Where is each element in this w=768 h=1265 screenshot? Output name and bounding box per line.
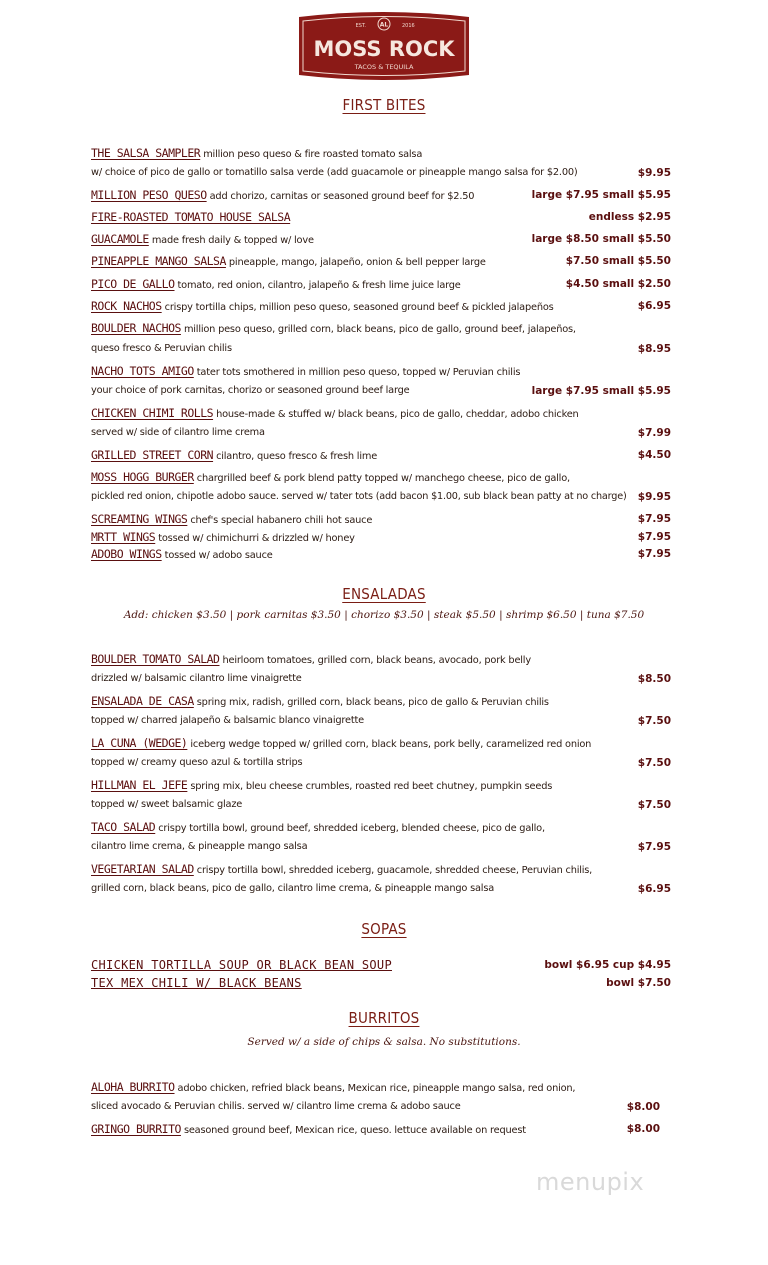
menu-item-description: chef's special habanero chili hot sauce — [190, 515, 373, 526]
menu-item-price: $4.50 small $2.50 — [565, 278, 671, 290]
menu-item-name: GUACAMOLE — [91, 232, 149, 246]
menu-item-line — [91, 546, 671, 562]
menu-item-line — [91, 693, 671, 709]
logo-year: 2016 — [402, 23, 415, 29]
menu-item-description: made fresh daily & topped w/ love — [151, 235, 314, 246]
menu-item-price: $7.95 — [637, 548, 671, 560]
menu-item-text-wrap — [91, 489, 627, 505]
menu-item-line — [91, 881, 671, 897]
menu-item-name: FIRE-ROASTED TOMATO HOUSE SALSA — [91, 210, 291, 224]
menu-item-line — [91, 447, 671, 463]
menu-item-name: LA CUNA (WEDGE) — [91, 736, 188, 750]
moss-rock-logo — [291, 11, 477, 81]
menu-item-line — [91, 320, 671, 336]
menu-item-name: ENSALADA DE CASA — [91, 694, 194, 708]
menu-item-price: large $7.95 small $5.95 — [531, 385, 671, 397]
menupix-watermark: menupix — [536, 1168, 645, 1196]
section-title-first-bites: FIRST BITES — [342, 96, 426, 114]
menu-item-description: million peso queso, grilled corn, black beans, pico de gallo, ground beef, jalapeños, — [183, 324, 576, 335]
menu-item-name: GRINGO BURRITO — [91, 1122, 181, 1136]
menu-item-name: NACHO TOTS AMIGO — [91, 364, 194, 378]
menu-item-line — [91, 425, 671, 441]
menu-item-name: PINEAPPLE MANGO SALSA — [91, 254, 226, 268]
menu-item-description: w/ choice of pico de gallo or tomatillo salsa verde (add guacamole or pineapple mango salsa for $2.00) — [91, 167, 578, 178]
logo-name: MOSS ROCK — [313, 37, 455, 61]
menu-item-line — [91, 511, 671, 527]
menu-item-price: bowl $6.95 cup $4.95 — [544, 959, 671, 971]
menu-item-name: MOSS HOGG BURGER — [91, 470, 194, 484]
menu-item-description: tomato, red onion, cilantro, jalapeño & fresh lime juice large — [177, 280, 461, 291]
menu-item-price: $9.95 — [637, 491, 671, 503]
menu-item-price: $7.95 — [637, 841, 671, 853]
menu-item-price: $8.95 — [637, 343, 671, 355]
menu-item-name: TEX MEX CHILI W/ BLACK BEANS — [91, 976, 302, 990]
menu-item-description: spring mix, bleu cheese crumbles, roasted red beet chutney, pumpkin seeds — [190, 781, 553, 792]
menu-item-price: $7.95 — [637, 531, 671, 543]
menu-item-price: $9.95 — [637, 167, 671, 179]
menu-item-description: topped w/ sweet balsamic glaze — [91, 799, 243, 810]
menu-item-line — [91, 383, 671, 399]
menu-item-line — [91, 1121, 660, 1137]
menu-item-price: bowl $7.50 — [606, 977, 671, 989]
menu-item-price: endless $2.95 — [588, 211, 671, 223]
logo-tagline: TACOS & TEQUILA — [354, 63, 414, 71]
menu-item-description: heirloom tomatoes, grilled corn, black beans, avocado, pork belly — [222, 655, 531, 666]
menu-item-description: crispy tortilla chips, million peso queso, seasoned ground beef & pickled jalapeños — [164, 302, 554, 313]
burritos-note: Served w/ a side of chips & salsa. No substitutions. — [247, 1036, 521, 1048]
menu-item-description: chargrilled beef & pork blend patty topped w/ manchego cheese, pico de gallo, — [196, 473, 570, 484]
menu-item-line — [91, 861, 671, 877]
menu-item-name: ROCK NACHOS — [91, 299, 162, 313]
menu-item-name: BOULDER TOMATO SALAD — [91, 652, 220, 666]
menu-item-name: ADOBO WINGS — [91, 547, 162, 561]
menu-item-description: served w/ side of cilantro lime crema — [91, 427, 265, 438]
menu-item-line — [91, 957, 671, 973]
menu-item-description: tossed w/ chimichurri & drizzled w/ honey — [158, 533, 355, 544]
menu-item-price: $8.50 — [637, 673, 671, 685]
menu-item-name: GRILLED STREET CORN — [91, 448, 214, 462]
menu-item-name: PICO DE GALLO — [91, 277, 175, 291]
menu-item-price: $8.00 — [626, 1123, 660, 1135]
menu-item-description: topped w/ creamy queso azul & tortilla strips — [91, 757, 303, 768]
menu-item-description: seasoned ground beef, Mexican rice, queso. lettuce available on request — [183, 1125, 526, 1136]
menu-item-name: HILLMAN EL JEFE — [91, 778, 188, 792]
menu-item-line — [91, 209, 671, 225]
menu-item-description: adobo chicken, refried black beans, Mexican rice, pineapple mango salsa, red onion, — [177, 1083, 576, 1094]
menu-item-price: large $8.50 small $5.50 — [531, 233, 671, 245]
menu-item-price: $6.95 — [637, 300, 671, 312]
menu-item-line — [91, 276, 671, 292]
menu-item-line — [91, 145, 671, 161]
menu-item-line — [91, 777, 671, 793]
menu-item-line — [91, 975, 671, 991]
menu-item-line — [91, 529, 671, 545]
menu-item-description: tossed w/ adobo sauce — [164, 550, 273, 561]
menu-item-price: large $7.95 small $5.95 — [531, 189, 671, 201]
logo-initials: AL — [379, 21, 389, 29]
menu-item-line — [91, 713, 671, 729]
menu-item-description: grilled corn, black beans, pico de gallo, cilantro lime crema, & pineapple mango salsa — [91, 883, 495, 894]
menu-item-price: $7.50 — [637, 757, 671, 769]
menu-item-name: TACO SALAD — [91, 820, 156, 834]
menu-item-name: SCREAMING WINGS — [91, 512, 188, 526]
section-title-ensaladas: ENSALADAS — [342, 585, 426, 603]
menu-item-line — [91, 165, 671, 181]
logo-est: EST. — [355, 23, 366, 29]
menu-item-price: $7.95 — [637, 513, 671, 525]
menu-item-price: $7.50 — [637, 799, 671, 811]
menu-item-line — [91, 671, 671, 687]
menu-item-description: spring mix, radish, grilled corn, black beans, pico de gallo & Peruvian chilis — [196, 697, 549, 708]
section-title-burritos: BURRITOS — [348, 1009, 420, 1027]
menu-item-description: cilantro lime crema, & pineapple mango salsa — [91, 841, 308, 852]
menu-item-description: topped w/ charred jalapeño & balsamic blanco vinaigrette — [91, 715, 364, 726]
menu-item-price: $7.50 small $5.50 — [565, 255, 671, 267]
menu-item-description: sliced avocado & Peruvian chilis. served w/ cilantro lime crema & adobo sauce — [91, 1101, 461, 1112]
menu-item-name: ALOHA BURRITO — [91, 1080, 175, 1094]
menu-item-description: iceberg wedge topped w/ grilled corn, black beans, pork belly, caramelized red onion — [190, 739, 592, 750]
menu-item-price: $7.50 — [637, 715, 671, 727]
menu-item-name: MRTT WINGS — [91, 530, 156, 544]
menu-item-name: THE SALSA SAMPLER — [91, 146, 201, 160]
menu-item-line — [91, 651, 671, 667]
menu-item-description: your choice of pork carnitas, chorizo or seasoned ground beef large — [91, 385, 410, 396]
menu-item-line — [91, 1079, 660, 1095]
menu-item-line — [91, 819, 671, 835]
menu-item-description: crispy tortilla bowl, ground beef, shredded iceberg, blended cheese, pico de gallo, — [158, 823, 545, 834]
menu-item-name: MILLION PESO QUESO — [91, 188, 207, 202]
menu-item-description: cilantro, queso fresco & fresh lime — [216, 451, 378, 462]
menu-item-line — [91, 341, 671, 357]
ensaladas-add-ons-note: Add: chicken $3.50 | pork carnitas $3.50 | chorizo $3.50 | steak $5.50 | shrimp $6.50 | tuna $7.50 — [123, 609, 645, 621]
menu-item-description: add chorizo, carnitas or seasoned ground beef for $2.50 — [209, 191, 475, 202]
menu-item-line — [91, 839, 671, 855]
menu-item-name: VEGETARIAN SALAD — [91, 862, 194, 876]
menu-item-price: $7.99 — [637, 427, 671, 439]
menu-item-line — [91, 253, 671, 269]
menu-item-line — [91, 1099, 660, 1115]
menu-item-name: BOULDER NACHOS — [91, 321, 181, 335]
menu-item-description: crispy tortilla bowl, shredded iceberg, guacamole, shredded cheese, Peruvian chilis, — [196, 865, 593, 876]
menu-item-line — [91, 755, 671, 771]
section-title-sopas: SOPAS — [361, 920, 407, 938]
menu-item-name: CHICKEN CHIMI ROLLS — [91, 406, 214, 420]
menu-item-description: queso fresco & Peruvian chilis — [91, 343, 232, 354]
menu-item-line — [91, 489, 671, 505]
menu-item-price: $4.50 — [637, 449, 671, 461]
menu-item-price: $8.00 — [626, 1101, 660, 1113]
menu-item-description: drizzled w/ balsamic cilantro lime vinaigrette — [91, 673, 302, 684]
menu-item-description: tater tots smothered in million peso queso, topped w/ Peruvian chilis — [196, 367, 521, 378]
menu-item-description: pickled red onion, chipotle adobo sauce. served w/ tater tots (add bacon $1.00, sub black bean patty at no charge) — [91, 491, 627, 502]
menu-item-line — [91, 298, 671, 314]
menu-item-line — [91, 797, 671, 813]
menu-item-line — [91, 363, 671, 379]
menu-item-description: house-made & stuffed w/ black beans, pico de gallo, cheddar, adobo chicken — [216, 409, 579, 420]
menu-item-price: $6.95 — [637, 883, 671, 895]
menu-item-description: pineapple, mango, jalapeño, onion & bell pepper large — [228, 257, 486, 268]
menu-item-description: million peso queso & fire roasted tomato salsa — [203, 149, 423, 160]
menu-item-line — [91, 735, 671, 751]
menu-item-name: CHICKEN TORTILLA SOUP OR BLACK BEAN SOUP — [91, 958, 392, 972]
menu-item-line — [91, 231, 671, 247]
menu-item-line — [91, 187, 671, 203]
menu-item-line — [91, 405, 671, 421]
menu-item-line — [91, 469, 671, 485]
